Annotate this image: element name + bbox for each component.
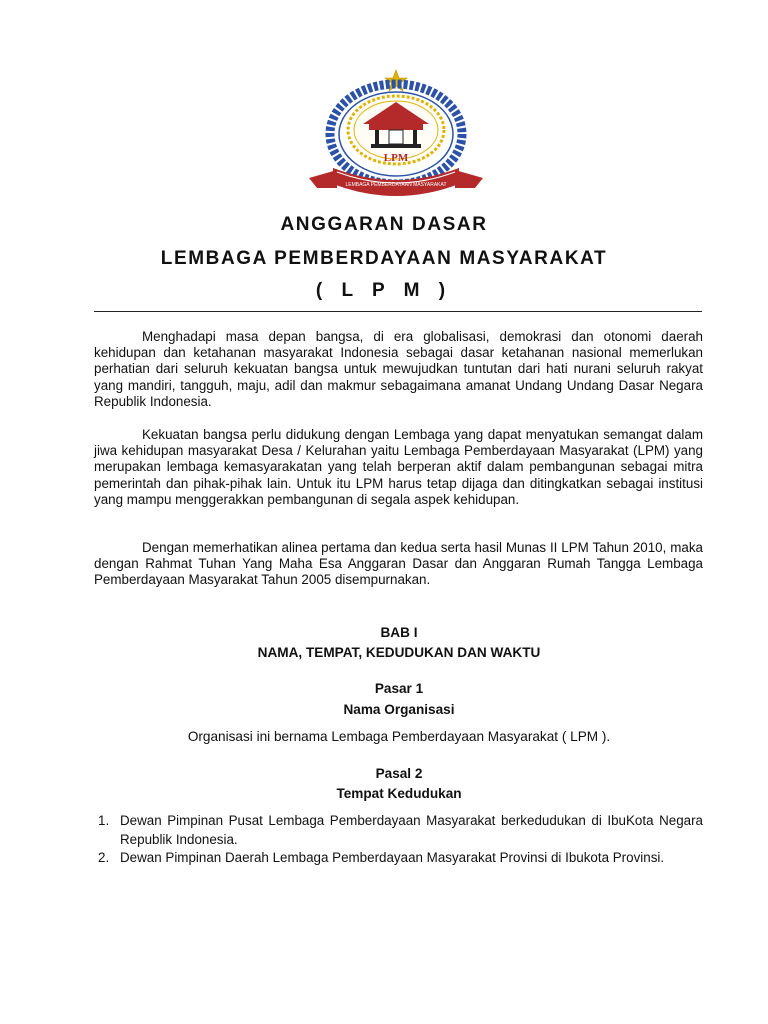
- bab-number: BAB I: [380, 625, 418, 640]
- pasal-1-title: Nama Organisasi: [343, 702, 455, 717]
- preamble-paragraph-3: Dengan memerhatikan alinea pertama dan kedua serta hasil Munas II LPM Tahun 2010, maka dengan Rahmat Tuhan Yang Maha Esa Anggaran Dasar dan Anggaran Rumah Tangga Lembaga Pemberdayaan Masyarakat Tahun 2005 disempurnakan.: [94, 540, 703, 588]
- doc-title-line2: LEMBAGA PEMBERDAYAAN MASYARAKAT: [160, 248, 608, 269]
- list-item-text: Dewan Pimpinan Daerah Lembaga Pemberdayaan Masyarakat Provinsi di Ibukota Provinsi.: [120, 850, 665, 865]
- pasal-2-label: Pasal 2: [375, 766, 423, 781]
- bab-title: NAMA, TEMPAT, KEDUDUKAN DAN WAKTU: [257, 645, 541, 660]
- svg-text:LPM: LPM: [383, 152, 409, 164]
- title-divider: [94, 311, 702, 312]
- list-item-number: 1.: [98, 813, 110, 828]
- list-item: [94, 812, 703, 849]
- list-item: [94, 849, 703, 868]
- list-item-text: Dewan Pimpinan Pusat Lembaga Pemberdayaan Masyarakat berkedudukan di IbuKota Negara Republik Indonesia.: [120, 813, 703, 847]
- preamble-paragraph-2: Kekuatan bangsa perlu didukung dengan Lembaga yang dapat menyatukan semangat dalam jiwa kehidupan masyarakat Desa / Kelurahan yaitu Lembaga Pemberdayaan Masyarakat (LPM) yang merupakan lembaga kemasyarakatan yang telah berperan aktif dalam pembangunan sebagai mitra pemerintah dan pihak-pihak lain. Untuk itu LPM harus tetap dijaga dan ditingkatkan sebagai institusi yang mampu menggerakkan pembangunan di segala aspek kehidupan.: [94, 427, 703, 507]
- preamble-paragraph-1: Menghadapi masa depan bangsa, di era globalisasi, demokrasi dan otonomi daerah kehidupan dan ketahanan masyarakat Indonesia sebagai dasar ketahanan nasional memerlukan perhatian dari seluruh kekuatan bangsa untuk mewujudkan tuntutan dari hati nurani seluruh rakyat yang mandiri, tangguh, maju, adil dan makmur sebagaimana amanat Undang Undang Dasar Negara Republik Indonesia.: [94, 329, 703, 409]
- pasal-2-list: [94, 812, 703, 868]
- svg-text:LEMBAGA PEMBERDAYAAN MASYARAKA: LEMBAGA PEMBERDAYAAN MASYARAKAT: [345, 182, 447, 188]
- pasal-1-body: Organisasi ini bernama Lembaga Pemberdayaan Masyarakat ( LPM ).: [187, 729, 611, 744]
- doc-title-line3: ( L P M ): [315, 280, 453, 301]
- pasal-1-label: Pasar 1: [374, 681, 424, 696]
- list-item-number: 2.: [98, 850, 110, 865]
- lpm-logo: [303, 66, 489, 198]
- doc-title-line1: ANGGARAN DASAR: [280, 214, 488, 235]
- pasal-2-title: Tempat Kedudukan: [336, 786, 462, 801]
